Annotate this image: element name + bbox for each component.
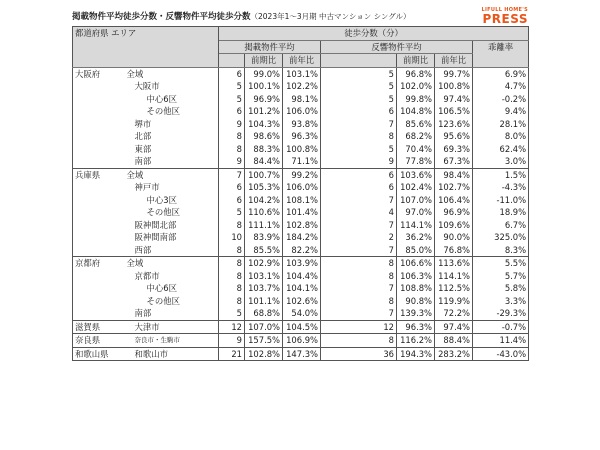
cell-listed-qoq: 110.6%: [245, 206, 283, 219]
table-row: [73, 67, 529, 80]
cell-response-qoq: 102.4%: [397, 181, 435, 194]
table-row: [73, 307, 529, 320]
cell-listed-qoq: 96.9%: [245, 93, 283, 106]
table-row: [73, 231, 529, 244]
brand-logo: [468, 7, 528, 26]
cell-response-minutes: 8: [321, 270, 397, 283]
cell-listed-minutes: 8: [219, 143, 245, 156]
cell-listed-minutes: 8: [219, 295, 245, 308]
cell-listed-minutes: 6: [219, 181, 245, 194]
cell-area: 堺市: [127, 118, 219, 131]
cell-response-yoy: 102.7%: [435, 181, 473, 194]
cell-divergence: 3.0%: [473, 155, 529, 168]
cell-listed-minutes: 5: [219, 307, 245, 320]
cell-divergence: 8.0%: [473, 130, 529, 143]
cell-area: その他区: [127, 105, 219, 118]
table-row: [73, 334, 529, 348]
cell-listed-qoq: 100.7%: [245, 168, 283, 181]
cell-response-qoq: 96.3%: [397, 320, 435, 334]
cell-prefecture: 兵庫県: [73, 168, 127, 181]
table-row: [73, 143, 529, 156]
cell-response-qoq: 68.2%: [397, 130, 435, 143]
cell-area: 南部: [127, 307, 219, 320]
cell-response-qoq: 97.0%: [397, 206, 435, 219]
table-row: [73, 206, 529, 219]
cell-divergence: 5.8%: [473, 282, 529, 295]
cell-divergence: 11.4%: [473, 334, 529, 348]
cell-response-qoq: 70.4%: [397, 143, 435, 156]
cell-response-qoq: 114.1%: [397, 219, 435, 232]
table-row: [73, 257, 529, 270]
cell-response-yoy: 119.9%: [435, 295, 473, 308]
table-row: [73, 130, 529, 143]
header-response-yoy: 前年比: [435, 54, 473, 68]
cell-prefecture: [73, 219, 127, 232]
cell-listed-yoy: 102.8%: [283, 219, 321, 232]
cell-listed-minutes: 5: [219, 80, 245, 93]
cell-listed-qoq: 102.8%: [245, 347, 283, 361]
cell-listed-minutes: 5: [219, 206, 245, 219]
cell-area: 西部: [127, 244, 219, 257]
cell-response-yoy: 97.4%: [435, 320, 473, 334]
cell-response-minutes: 5: [321, 143, 397, 156]
table-row: [73, 80, 529, 93]
cell-listed-minutes: 6: [219, 105, 245, 118]
cell-divergence: 18.9%: [473, 206, 529, 219]
cell-response-minutes: 6: [321, 168, 397, 181]
cell-area: 大津市: [127, 320, 219, 334]
cell-listed-minutes: 7: [219, 168, 245, 181]
cell-area: 奈良市・生駒市: [127, 334, 219, 348]
cell-listed-yoy: 103.9%: [283, 257, 321, 270]
cell-response-minutes: 8: [321, 295, 397, 308]
table-row: [73, 194, 529, 207]
cell-response-minutes: 8: [321, 257, 397, 270]
table-row: [73, 244, 529, 257]
cell-listed-qoq: 100.1%: [245, 80, 283, 93]
cell-prefecture: [73, 105, 127, 118]
cell-response-qoq: 96.8%: [397, 67, 435, 80]
cell-response-qoq: 85.0%: [397, 244, 435, 257]
cell-prefecture: [73, 93, 127, 106]
cell-area: 阪神間南部: [127, 231, 219, 244]
cell-response-yoy: 106.5%: [435, 105, 473, 118]
cell-listed-qoq: 157.5%: [245, 334, 283, 348]
cell-response-yoy: 100.8%: [435, 80, 473, 93]
table-row: [73, 93, 529, 106]
cell-prefecture: [73, 244, 127, 257]
table-row: [73, 105, 529, 118]
cell-listed-minutes: 5: [219, 93, 245, 106]
cell-listed-qoq: 83.9%: [245, 231, 283, 244]
cell-response-yoy: 72.2%: [435, 307, 473, 320]
cell-prefecture: [73, 194, 127, 207]
cell-response-qoq: 139.3%: [397, 307, 435, 320]
table-row: [73, 181, 529, 194]
cell-area: 中心6区: [127, 93, 219, 106]
cell-response-minutes: 7: [321, 118, 397, 131]
cell-prefecture: 京都府: [73, 257, 127, 270]
cell-divergence: -43.0%: [473, 347, 529, 361]
cell-prefecture: [73, 295, 127, 308]
cell-response-yoy: 114.1%: [435, 270, 473, 283]
cell-divergence: -29.3%: [473, 307, 529, 320]
cell-response-minutes: 7: [321, 307, 397, 320]
header-listed-yoy: 前年比: [283, 54, 321, 68]
table-row: [73, 295, 529, 308]
cell-response-qoq: 107.0%: [397, 194, 435, 207]
cell-area: 全域: [127, 168, 219, 181]
cell-area: その他区: [127, 206, 219, 219]
cell-prefecture: [73, 80, 127, 93]
cell-response-qoq: 116.2%: [397, 334, 435, 348]
cell-response-yoy: 97.4%: [435, 93, 473, 106]
cell-prefecture: 滋賀県: [73, 320, 127, 334]
cell-listed-qoq: 103.7%: [245, 282, 283, 295]
logo-bottom-text: PRESS: [482, 12, 528, 26]
cell-listed-qoq: 99.0%: [245, 67, 283, 80]
cell-response-qoq: 90.8%: [397, 295, 435, 308]
cell-prefecture: [73, 282, 127, 295]
cell-listed-yoy: 106.0%: [283, 105, 321, 118]
cell-response-qoq: 104.8%: [397, 105, 435, 118]
cell-response-yoy: 69.3%: [435, 143, 473, 156]
title-main: 掲載物件平均徒歩分数・反響物件平均徒歩分数: [72, 12, 251, 22]
cell-response-yoy: 106.4%: [435, 194, 473, 207]
cell-listed-qoq: 105.3%: [245, 181, 283, 194]
cell-listed-yoy: 102.2%: [283, 80, 321, 93]
header-response-avg: 反響物件平均: [321, 40, 473, 54]
cell-listed-yoy: 106.0%: [283, 181, 321, 194]
cell-divergence: 5.7%: [473, 270, 529, 283]
cell-listed-minutes: 9: [219, 155, 245, 168]
header-divergence: 乖離率: [473, 40, 529, 67]
cell-response-minutes: 12: [321, 320, 397, 334]
cell-response-minutes: 7: [321, 244, 397, 257]
header-region: [73, 27, 219, 68]
cell-response-qoq: 99.8%: [397, 93, 435, 106]
header-walk-minutes: 徒歩分数（分）: [219, 27, 529, 41]
cell-listed-yoy: 82.2%: [283, 244, 321, 257]
cell-listed-minutes: 6: [219, 67, 245, 80]
cell-response-minutes: 7: [321, 219, 397, 232]
cell-response-yoy: 67.3%: [435, 155, 473, 168]
cell-response-minutes: 7: [321, 194, 397, 207]
cell-response-minutes: 5: [321, 80, 397, 93]
cell-response-yoy: 90.0%: [435, 231, 473, 244]
cell-response-yoy: 96.9%: [435, 206, 473, 219]
cell-prefecture: 大阪府: [73, 67, 127, 80]
cell-response-yoy: 123.6%: [435, 118, 473, 131]
cell-response-qoq: 77.8%: [397, 155, 435, 168]
header-response-qoq: 前期比: [397, 54, 435, 68]
cell-response-yoy: 98.4%: [435, 168, 473, 181]
cell-response-yoy: 113.6%: [435, 257, 473, 270]
cell-response-minutes: 6: [321, 105, 397, 118]
cell-area: その他区: [127, 295, 219, 308]
cell-listed-qoq: 101.1%: [245, 295, 283, 308]
cell-listed-yoy: 103.1%: [283, 67, 321, 80]
cell-response-minutes: 2: [321, 231, 397, 244]
cell-response-yoy: 88.4%: [435, 334, 473, 348]
cell-listed-qoq: 111.1%: [245, 219, 283, 232]
cell-listed-yoy: 93.8%: [283, 118, 321, 131]
cell-listed-minutes: 8: [219, 219, 245, 232]
cell-listed-qoq: 102.9%: [245, 257, 283, 270]
cell-divergence: 9.4%: [473, 105, 529, 118]
cell-listed-yoy: 104.1%: [283, 282, 321, 295]
cell-listed-minutes: 9: [219, 118, 245, 131]
cell-prefecture: [73, 143, 127, 156]
cell-response-yoy: 76.8%: [435, 244, 473, 257]
cell-listed-yoy: 104.5%: [283, 320, 321, 334]
cell-prefecture: [73, 118, 127, 131]
cell-listed-minutes: 6: [219, 194, 245, 207]
cell-area: 大阪市: [127, 80, 219, 93]
walk-minutes-table: [72, 26, 529, 361]
cell-response-minutes: 8: [321, 334, 397, 348]
cell-prefecture: [73, 181, 127, 194]
cell-listed-qoq: 85.5%: [245, 244, 283, 257]
cell-listed-yoy: 147.3%: [283, 347, 321, 361]
title-subtitle: （2023年1～3月期 中古マンション シングル）: [250, 12, 411, 21]
cell-listed-yoy: 96.3%: [283, 130, 321, 143]
cell-response-minutes: 6: [321, 181, 397, 194]
cell-listed-minutes: 21: [219, 347, 245, 361]
cell-response-qoq: 194.3%: [397, 347, 435, 361]
cell-prefecture: [73, 270, 127, 283]
cell-divergence: 325.0%: [473, 231, 529, 244]
table-row: [73, 347, 529, 361]
cell-prefecture: [73, 231, 127, 244]
cell-divergence: 5.5%: [473, 257, 529, 270]
table-row: [73, 282, 529, 295]
cell-area: 京都市: [127, 270, 219, 283]
cell-listed-yoy: 101.4%: [283, 206, 321, 219]
cell-divergence: 8.3%: [473, 244, 529, 257]
cell-listed-qoq: 107.0%: [245, 320, 283, 334]
cell-listed-qoq: 103.1%: [245, 270, 283, 283]
cell-divergence: 1.5%: [473, 168, 529, 181]
header-response-value: [321, 54, 397, 68]
cell-divergence: -0.7%: [473, 320, 529, 334]
cell-area: 全域: [127, 67, 219, 80]
table-row: [73, 155, 529, 168]
cell-response-yoy: 283.2%: [435, 347, 473, 361]
cell-response-minutes: 9: [321, 155, 397, 168]
cell-listed-yoy: 98.1%: [283, 93, 321, 106]
cell-listed-minutes: 8: [219, 282, 245, 295]
cell-listed-minutes: 8: [219, 244, 245, 257]
cell-response-qoq: 36.2%: [397, 231, 435, 244]
cell-response-minutes: 5: [321, 93, 397, 106]
header-listed-qoq: 前期比: [245, 54, 283, 68]
cell-divergence: 3.3%: [473, 295, 529, 308]
cell-divergence: 6.9%: [473, 67, 529, 80]
cell-listed-qoq: 98.6%: [245, 130, 283, 143]
table-row: [73, 320, 529, 334]
cell-listed-minutes: 8: [219, 270, 245, 283]
cell-response-minutes: 5: [321, 67, 397, 80]
cell-prefecture: 奈良県: [73, 334, 127, 348]
table-row: [73, 270, 529, 283]
cell-listed-minutes: 12: [219, 320, 245, 334]
cell-response-minutes: 7: [321, 282, 397, 295]
cell-response-qoq: 103.6%: [397, 168, 435, 181]
cell-listed-qoq: 104.2%: [245, 194, 283, 207]
cell-listed-yoy: 71.1%: [283, 155, 321, 168]
cell-response-minutes: 4: [321, 206, 397, 219]
cell-area: 和歌山市: [127, 347, 219, 361]
cell-divergence: 62.4%: [473, 143, 529, 156]
cell-listed-minutes: 9: [219, 334, 245, 348]
cell-listed-qoq: 104.3%: [245, 118, 283, 131]
cell-listed-minutes: 8: [219, 130, 245, 143]
cell-divergence: -11.0%: [473, 194, 529, 207]
cell-area: 中心6区: [127, 282, 219, 295]
cell-area: 神戸市: [127, 181, 219, 194]
cell-response-qoq: 108.8%: [397, 282, 435, 295]
cell-prefecture: [73, 155, 127, 168]
cell-response-qoq: 106.6%: [397, 257, 435, 270]
cell-response-yoy: 95.6%: [435, 130, 473, 143]
cell-listed-minutes: 8: [219, 257, 245, 270]
cell-response-qoq: 106.3%: [397, 270, 435, 283]
cell-response-yoy: 99.7%: [435, 67, 473, 80]
cell-area: 中心3区: [127, 194, 219, 207]
cell-prefecture: [73, 307, 127, 320]
page-title: [72, 10, 411, 22]
header-listed-avg: 掲載物件平均: [219, 40, 321, 54]
cell-listed-yoy: 108.1%: [283, 194, 321, 207]
table-row: [73, 219, 529, 232]
cell-divergence: -4.3%: [473, 181, 529, 194]
cell-response-yoy: 109.6%: [435, 219, 473, 232]
cell-listed-yoy: 102.6%: [283, 295, 321, 308]
table-row: [73, 118, 529, 131]
header-region-label: 都道府県 エリア: [75, 28, 137, 38]
cell-response-minutes: 36: [321, 347, 397, 361]
cell-listed-yoy: 184.2%: [283, 231, 321, 244]
cell-divergence: -0.2%: [473, 93, 529, 106]
table-row: [73, 168, 529, 181]
cell-area: 南部: [127, 155, 219, 168]
cell-listed-yoy: 104.4%: [283, 270, 321, 283]
cell-listed-yoy: 106.9%: [283, 334, 321, 348]
cell-divergence: 6.7%: [473, 219, 529, 232]
logo-top-text: LIFULL HOME'S: [481, 7, 528, 13]
cell-listed-yoy: 100.8%: [283, 143, 321, 156]
cell-listed-yoy: 54.0%: [283, 307, 321, 320]
cell-divergence: 28.1%: [473, 118, 529, 131]
cell-divergence: 4.7%: [473, 80, 529, 93]
cell-response-yoy: 112.5%: [435, 282, 473, 295]
cell-area: 全域: [127, 257, 219, 270]
cell-response-qoq: 102.0%: [397, 80, 435, 93]
cell-listed-qoq: 84.4%: [245, 155, 283, 168]
cell-area: 阪神間北部: [127, 219, 219, 232]
cell-prefecture: 和歌山県: [73, 347, 127, 361]
cell-listed-qoq: 88.3%: [245, 143, 283, 156]
cell-prefecture: [73, 130, 127, 143]
cell-listed-qoq: 68.8%: [245, 307, 283, 320]
cell-response-qoq: 85.6%: [397, 118, 435, 131]
cell-listed-minutes: 10: [219, 231, 245, 244]
cell-listed-yoy: 99.2%: [283, 168, 321, 181]
cell-area: 北部: [127, 130, 219, 143]
header-listed-value: [219, 54, 245, 68]
cell-listed-qoq: 101.2%: [245, 105, 283, 118]
cell-area: 東部: [127, 143, 219, 156]
cell-prefecture: [73, 206, 127, 219]
cell-response-minutes: 8: [321, 130, 397, 143]
